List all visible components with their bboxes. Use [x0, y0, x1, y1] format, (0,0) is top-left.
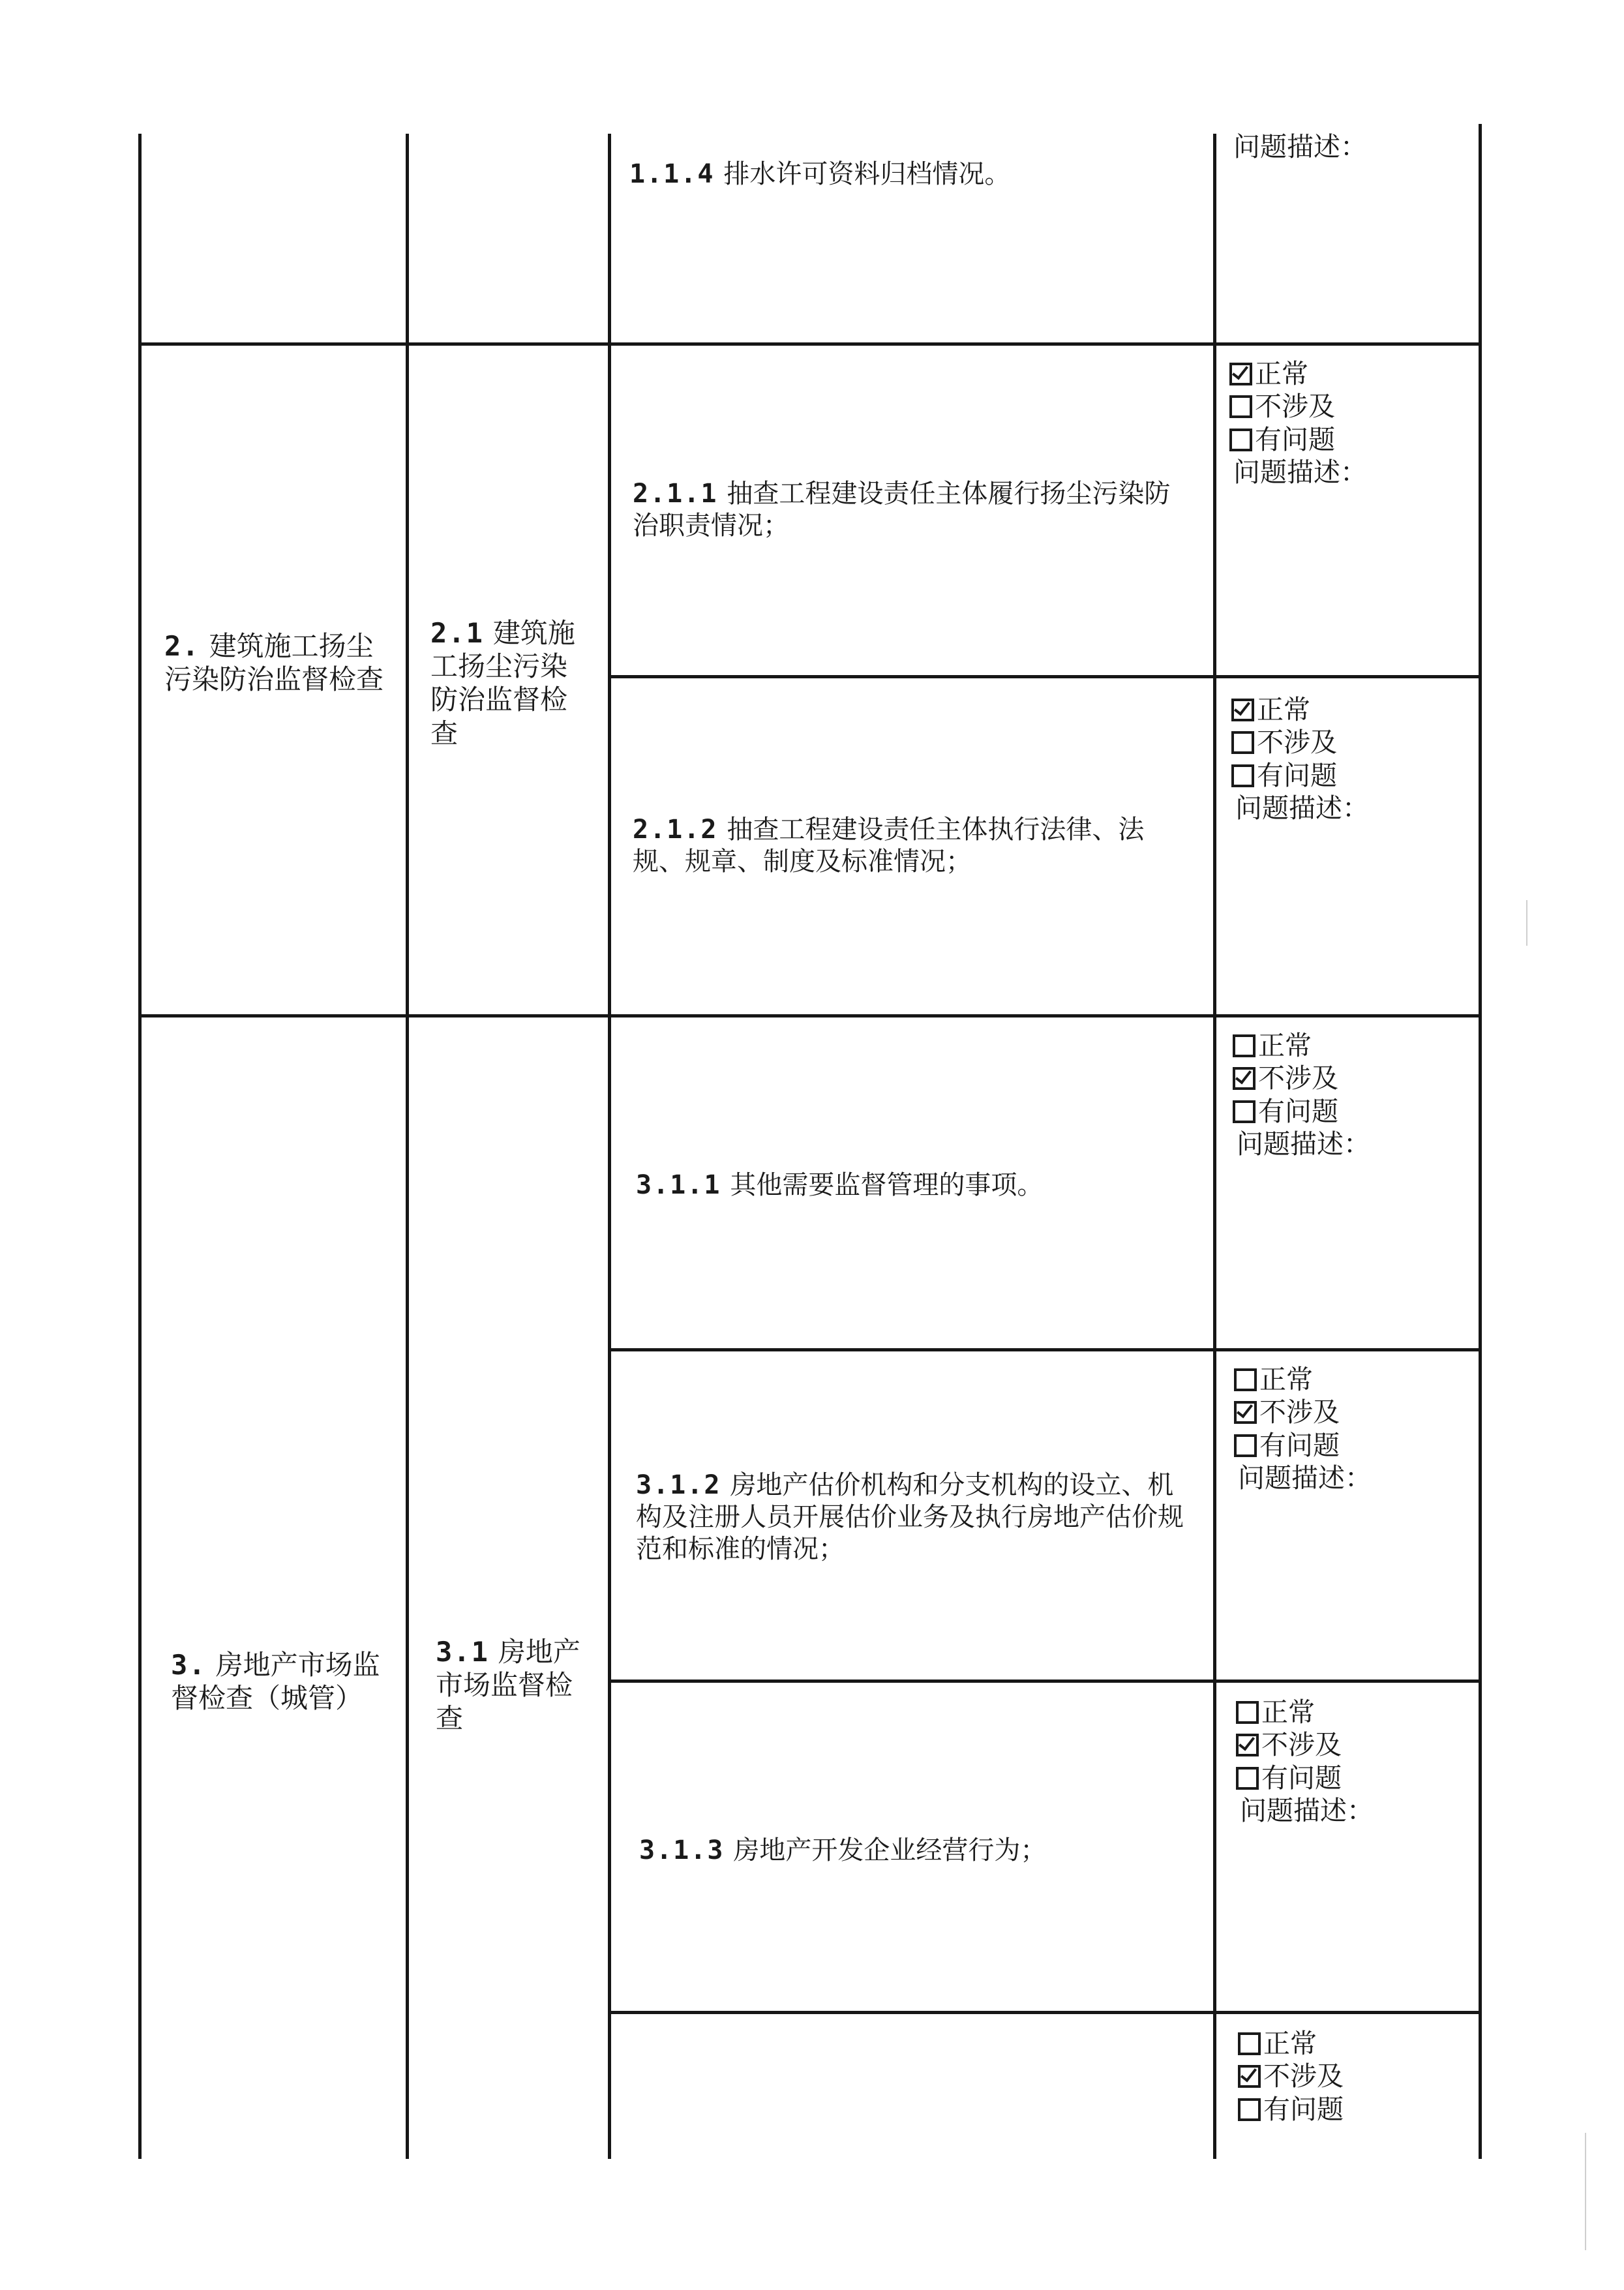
section-cell	[164, 629, 389, 696]
item-text: 房地产估价机构和分支机构的设立、机构及注册人员开展估价业务及执行房地产估价规范和标准的情况；	[636, 1470, 1184, 1564]
option-label: 不涉及	[1255, 391, 1335, 423]
item-text: 其他需要监督管理的事项。	[730, 1170, 1044, 1200]
grid-line	[138, 134, 142, 2159]
section-title: 房地产市场监督检查（城管）	[171, 1649, 380, 1715]
checkbox-has-problem[interactable]	[1238, 2098, 1261, 2121]
option-normal[interactable]	[1231, 693, 1466, 726]
option-has-problem[interactable]	[1238, 2093, 1473, 2126]
option-label: 有问题	[1263, 2093, 1344, 2125]
checkbox-not-applicable[interactable]	[1231, 731, 1254, 754]
option-label: 正常	[1257, 694, 1310, 725]
scan-mark	[1526, 900, 1527, 946]
grid-line	[608, 2011, 1482, 2014]
option-normal[interactable]	[1234, 1363, 1469, 1396]
status-cell	[1238, 2027, 1473, 2126]
option-has-problem[interactable]	[1229, 423, 1464, 456]
option-not-applicable[interactable]	[1231, 726, 1466, 759]
item-text: 房地产开发企业经营行为；	[733, 1835, 1047, 1865]
checkbox-has-problem[interactable]	[1231, 764, 1254, 787]
option-normal[interactable]	[1238, 2027, 1473, 2060]
option-normal[interactable]	[1236, 1696, 1471, 1728]
option-label: 有问题	[1255, 423, 1335, 455]
item-number: 3.1.3	[639, 1835, 725, 1865]
item-cell	[639, 1835, 1190, 1867]
option-not-applicable[interactable]	[1233, 1062, 1467, 1094]
item-text: 排水许可资料归档情况。	[723, 159, 1011, 189]
option-label: 不涉及	[1258, 1062, 1338, 1094]
option-not-applicable[interactable]	[1238, 2060, 1473, 2092]
item-cell	[633, 814, 1184, 878]
grid-line	[608, 675, 1482, 678]
item-cell	[629, 158, 1190, 190]
item-number: 3.1.2	[636, 1470, 721, 1500]
option-label: 不涉及	[1257, 727, 1337, 759]
grid-line	[608, 1680, 1482, 1683]
option-has-problem[interactable]	[1234, 1429, 1469, 1462]
checkbox-normal[interactable]	[1236, 1701, 1259, 1724]
subsection-number: 3.1	[436, 1636, 489, 1668]
item-cell	[633, 478, 1184, 542]
subsection-title: 房地产市场监督检查	[436, 1636, 580, 1735]
problem-description-label: 问题描述：	[1233, 131, 1367, 162]
option-label: 正常	[1258, 1030, 1312, 1061]
option-not-applicable[interactable]	[1236, 1728, 1471, 1761]
grid-line	[608, 1348, 1482, 1351]
status-cell	[1231, 693, 1466, 825]
checkbox-normal[interactable]	[1229, 363, 1252, 385]
checkbox-not-applicable[interactable]	[1233, 1067, 1256, 1090]
grid-line	[608, 134, 611, 2159]
option-has-problem[interactable]	[1233, 1095, 1467, 1128]
subsection-cell	[430, 616, 590, 750]
checkbox-has-problem[interactable]	[1234, 1434, 1257, 1457]
status-cell	[1233, 1029, 1467, 1161]
item-number: 2.1.1	[633, 479, 718, 509]
checkbox-not-applicable[interactable]	[1238, 2065, 1261, 2088]
checkbox-normal[interactable]	[1233, 1034, 1256, 1057]
option-has-problem[interactable]	[1231, 759, 1466, 792]
option-label: 有问题	[1258, 1095, 1338, 1127]
grid-line	[138, 1014, 1482, 1017]
option-not-applicable[interactable]	[1234, 1396, 1469, 1428]
option-label: 不涉及	[1259, 1396, 1340, 1428]
problem-description-label: 问题描述：	[1235, 792, 1369, 824]
section-number: 2.	[164, 630, 200, 662]
status-cell	[1229, 130, 1464, 163]
status-cell	[1234, 1363, 1469, 1495]
option-normal[interactable]	[1233, 1029, 1467, 1062]
grid-line	[1479, 124, 1482, 2159]
problem-description-label: 问题描述：	[1233, 457, 1367, 489]
checkbox-not-applicable[interactable]	[1234, 1401, 1257, 1424]
checkbox-normal[interactable]	[1238, 2032, 1261, 2055]
item-cell	[636, 1469, 1187, 1565]
checkbox-normal[interactable]	[1234, 1368, 1257, 1391]
checkbox-has-problem[interactable]	[1236, 1767, 1259, 1790]
checkbox-has-problem[interactable]	[1229, 429, 1252, 451]
option-label: 正常	[1261, 1696, 1315, 1728]
section-cell	[171, 1648, 396, 1715]
option-not-applicable[interactable]	[1229, 390, 1464, 423]
item-number: 3.1.1	[636, 1170, 721, 1200]
option-label: 正常	[1259, 1364, 1313, 1395]
option-label: 正常	[1255, 358, 1308, 389]
checkbox-normal[interactable]	[1231, 699, 1254, 721]
item-text: 抽查工程建设责任主体执行法律、法规、规章、制度及标准情况；	[633, 815, 1145, 877]
checkbox-not-applicable[interactable]	[1236, 1734, 1259, 1756]
option-label: 不涉及	[1261, 1729, 1342, 1761]
option-has-problem[interactable]	[1236, 1762, 1471, 1794]
status-cell	[1236, 1696, 1471, 1828]
scan-mark	[1585, 2133, 1586, 2250]
section-title: 建筑施工扬尘污染防治监督检查	[164, 630, 384, 696]
subsection-title: 建筑施工扬尘污染防治监督检查	[430, 617, 575, 749]
problem-description-label: 问题描述：	[1238, 1462, 1372, 1494]
option-label: 正常	[1263, 2028, 1317, 2059]
problem-description-label: 问题描述：	[1237, 1128, 1370, 1160]
option-label: 有问题	[1259, 1429, 1340, 1461]
problem-description-label: 问题描述：	[1240, 1795, 1374, 1827]
grid-line	[406, 134, 409, 2159]
item-cell	[636, 1169, 1187, 1201]
option-label: 有问题	[1261, 1762, 1342, 1794]
section-number: 3.	[171, 1649, 207, 1681]
checkbox-not-applicable[interactable]	[1229, 395, 1252, 418]
item-text: 抽查工程建设责任主体履行扬尘污染防治职责情况；	[633, 479, 1171, 541]
item-number: 2.1.2	[633, 815, 718, 845]
status-cell	[1229, 357, 1464, 489]
option-normal[interactable]	[1229, 357, 1464, 390]
subsection-cell	[436, 1635, 595, 1736]
option-label: 不涉及	[1263, 2060, 1344, 2092]
item-number: 1.1.4	[629, 159, 715, 189]
grid-line	[1213, 134, 1216, 2159]
checkbox-has-problem[interactable]	[1233, 1100, 1256, 1123]
subsection-number: 2.1	[430, 617, 484, 649]
option-label: 有问题	[1257, 759, 1337, 791]
grid-line	[138, 342, 1482, 346]
